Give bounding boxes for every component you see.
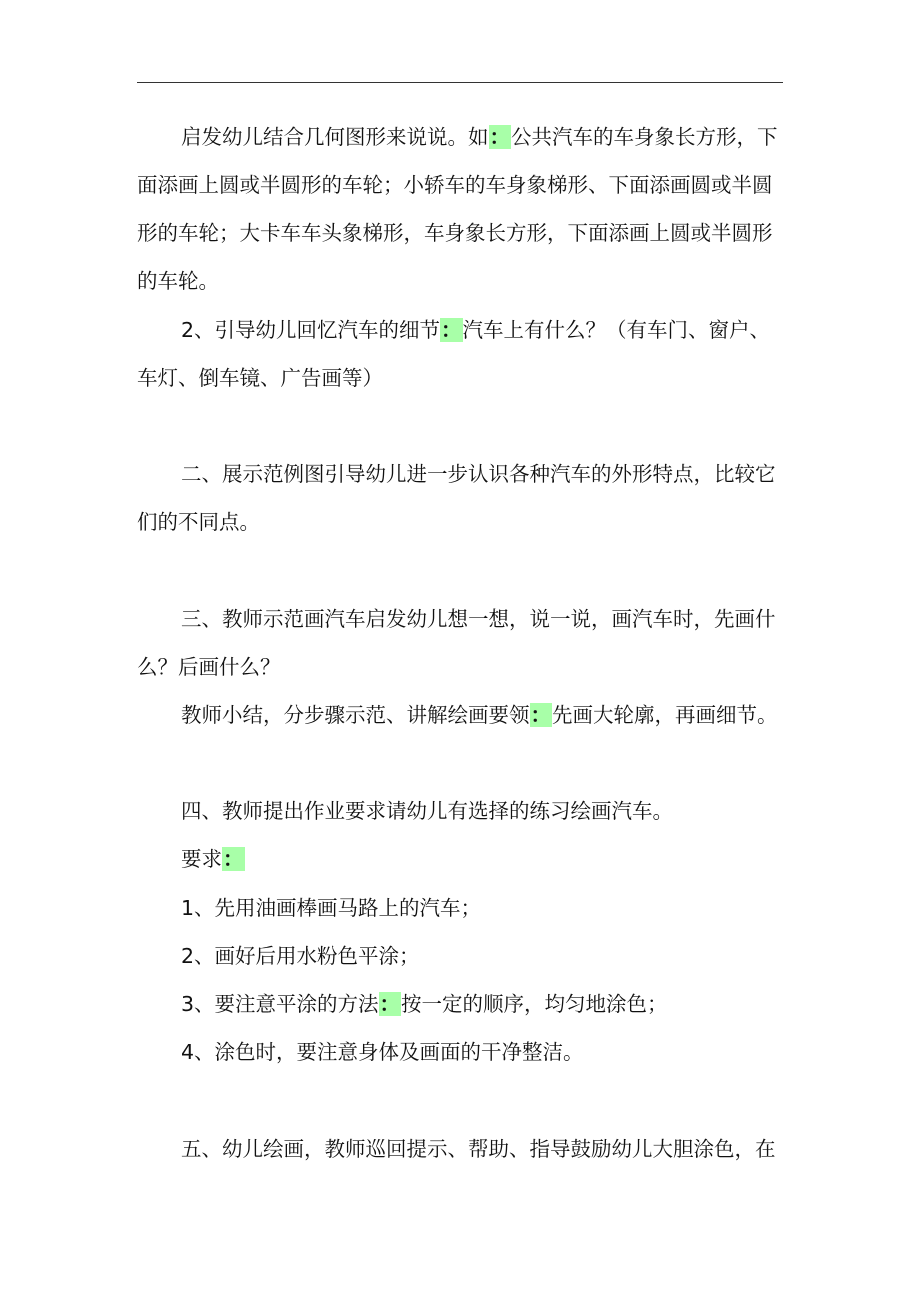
text-segment: 的车轮。: [137, 269, 219, 293]
text-segment: 1、先用油画棒画马路上的汽车；: [181, 896, 482, 920]
text-segment: 们的不同点。: [137, 510, 260, 534]
text-line: [181, 456, 841, 492]
highlighted-colon: ：: [441, 318, 462, 342]
highlighted-colon: ：: [530, 703, 551, 727]
text-segment: 汽车上有什么？（有车门、窗户、: [462, 318, 771, 342]
text-segment: 三、教师示范画汽车启发幼儿想一想，说一说，画汽车时，先画什: [181, 607, 776, 631]
text-line: [181, 601, 841, 637]
header-rule: [137, 82, 783, 83]
text-segment: 四、教师提出作业要求请幼儿有选择的练习绘画汽车。: [181, 799, 673, 823]
text-segment: 先画大轮廓，再画细节。: [552, 703, 778, 727]
text-segment: 4、涂色时，要注意身体及画面的干净整洁。: [181, 1040, 584, 1064]
highlighted-colon: ：: [379, 992, 401, 1016]
text-line: [181, 890, 841, 926]
text-line: [137, 215, 797, 251]
text-segment: 2、画好后用水粉色平涂；: [181, 944, 420, 968]
text-segment: 车灯、倒车镜、广告画等）: [137, 366, 383, 390]
text-line: [181, 697, 841, 733]
text-line: [137, 263, 797, 299]
text-line: [181, 1131, 841, 1167]
text-segment: 形的车轮；大卡车车头象梯形，车身象长方形，下面添画上圆或半圆形: [137, 221, 773, 245]
text-line: [181, 841, 841, 877]
text-segment: 3、要注意平涂的方法: [181, 992, 379, 1016]
highlighted-colon: ：: [489, 125, 510, 149]
text-line: [137, 649, 797, 685]
text-segment: 二、展示范例图引导幼儿进一步认识各种汽车的外形特点，比较它: [181, 462, 776, 486]
text-line: [181, 938, 841, 974]
text-line: [181, 312, 841, 348]
text-line: [181, 1034, 841, 1070]
text-segment: 教师小结，分步骤示范、讲解绘画要领: [181, 703, 530, 727]
text-segment: 五、幼儿绘画，教师巡回提示、帮助、指导鼓励幼儿大胆涂色，在: [181, 1137, 776, 1161]
text-segment: 启发幼儿结合几何图形来说说。如: [181, 125, 489, 149]
text-segment: 公共汽车的车身象长方形，下: [511, 125, 778, 149]
text-segment: 按一定的顺序，均匀地涂色；: [401, 992, 668, 1016]
text-segment: 面添画上圆或半圆形的车轮；小轿车的车身象梯形、下面添画圆或半圆: [137, 173, 773, 197]
text-segment: 2、引导幼儿回忆汽车的细节: [181, 318, 441, 342]
text-segment: 要求: [181, 847, 222, 871]
text-line: [181, 119, 841, 155]
text-line: [137, 504, 797, 540]
highlighted-colon: ：: [223, 847, 244, 871]
text-line: [137, 360, 797, 396]
text-line: [137, 167, 797, 203]
text-line: [181, 793, 841, 829]
text-segment: 么？后画什么？: [137, 655, 281, 679]
text-line: [181, 986, 841, 1022]
